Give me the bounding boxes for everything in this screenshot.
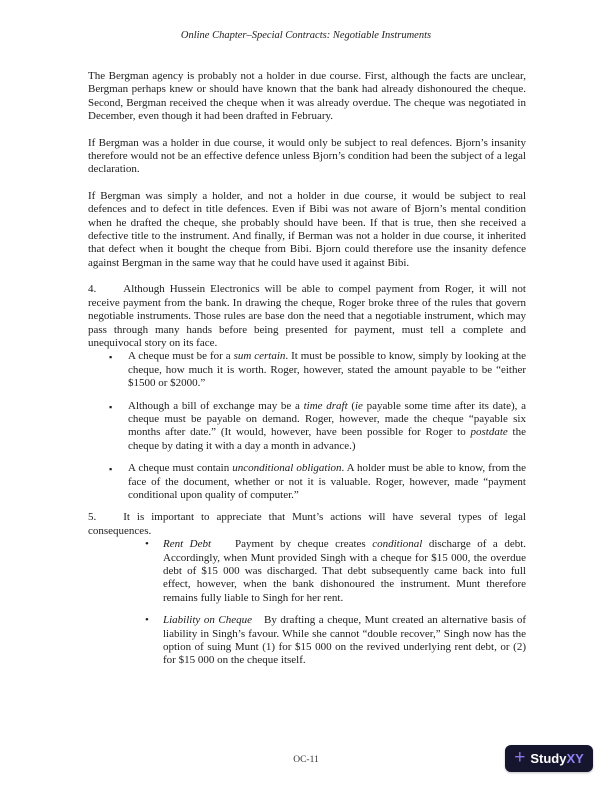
bullet-text: A cheque must contain xyxy=(128,462,233,475)
bullet-text: A cheque must be for a xyxy=(128,350,234,363)
bullet-text-italic: ie xyxy=(355,399,363,412)
numbered-item-5 xyxy=(88,511,526,538)
plus-icon: + xyxy=(514,747,526,768)
paragraph-2: If Bergman was a holder in due course, it would only be subject to real defences. Bjorn’s insanity therefore would not be an effective defence unless Bjorn’s condition had been the subject of a legal declaration. xyxy=(88,136,526,176)
paragraph-1: The Bergman agency is probably not a holder in due course. First, although the facts are unclear, Bergman perhaps knew or should have known that the bank had already dishonoured the cheque. Second, Bergman received the cheque when it was already overdue. The cheque was negotiated in December, even though it had been drafted in February. xyxy=(88,70,526,123)
item-5-number: 5. xyxy=(88,511,97,524)
bullet-text-italic: sum certain xyxy=(233,350,286,363)
item-5-bullet-list xyxy=(145,538,526,668)
round-bullet-icon: • xyxy=(145,538,149,551)
running-header: Online Chapter–Special Contracts: Negotiable Instruments xyxy=(180,30,432,41)
bullet-text: payable some time after its date), a cheque must be payable on demand. Roger, however, made the cheque “payable six months after date.” (It would, however, have been possible for Roger to xyxy=(128,399,526,439)
bullet-title: Liability on Cheque xyxy=(163,614,252,627)
numbered-item-4 xyxy=(88,283,526,350)
square-bullet-icon: ▪ xyxy=(109,401,113,412)
bullet-text-italic: unconditional obligation xyxy=(232,462,342,475)
bullet-text-italic: conditional xyxy=(372,538,423,551)
bullet-text: the cheque by dating it with a day a month in advance.) xyxy=(128,426,526,452)
studyxy-logo xyxy=(505,745,593,772)
bullet-item xyxy=(109,400,526,454)
bullet-text: By drafting a cheque, Munt created an alternative basis of liability in Singh’s favour. While she cannot “double recover,” Singh now has the option of suing Munt (1) for $15 000 on the revived underlying rent debt, or (2) for $15 000 on the cheque itself. xyxy=(163,614,526,667)
bullet-text-italic: time draft xyxy=(303,399,348,412)
round-bullet-icon: • xyxy=(145,614,149,627)
item-4-bullet-list xyxy=(109,350,526,502)
page-content xyxy=(88,70,526,677)
bullet-title: Rent Debt xyxy=(163,538,212,551)
bullet-text: discharge of a debt. Accordingly, when Munt provided Singh with a cheque for $15 000, the overdue debt of $15 000 was discharged. That debt subsequently came back into full effect, however, when the bank dishonoured the instrument. Munt therefore remains fully liable to Singh for her rent. xyxy=(163,538,527,604)
bullet-text: . It must be possible to know, simply by looking at the cheque, how much it is worth. Roger, however, stated the amount payable to be “either $1500 or $2000.” xyxy=(128,350,526,390)
square-bullet-icon: ▪ xyxy=(109,464,113,475)
bullet-text: Payment by cheque creates xyxy=(235,538,373,551)
bullet-text: . A holder must be able to know, from the face of the document, whether or not it is valuable. Roger, however, made “payment conditional upon quality of computer.” xyxy=(128,462,526,501)
page-number: OC-11 xyxy=(293,755,319,765)
bullet-item xyxy=(145,538,526,605)
paragraph-3: If Bergman was simply a holder, and not a holder in due course, it would be subject to real defences and to defect in title defences. Even if Bibi was not aware of Bjorn’s mental condition when he drafted the cheque, she probably should have been. If that is true, then she received a defective title to the instrument. And finally, if Berman was not a holder in due course, it inherited that defect when it bought the cheque from Bibi. Bjorn could therefore use the insanity defence against Bergman in the same way that he could have used it against Bibi. xyxy=(88,189,526,269)
square-bullet-icon: ▪ xyxy=(109,352,113,363)
logo-text-xy: XY xyxy=(566,751,584,766)
bullet-item xyxy=(109,462,526,502)
item-5-text: It is important to appreciate that Munt’s actions will have several types of legal consequences. xyxy=(88,511,526,537)
bullet-text: ( xyxy=(347,399,355,412)
bullet-item xyxy=(145,614,526,668)
item-4-text: Although Hussein Electronics will be able to compel payment from Roger, it will not receive payment from the bank. In drawing the cheque, Roger broke three of the rules that govern negotiable instruments. Those rules are base don the need that a negotiable instrument, which may pass through many hands before being presented for payment, must tell a complete and unequivocal story on its face. xyxy=(88,283,526,349)
bullet-item xyxy=(109,350,526,390)
bullet-text-italic: postdate xyxy=(470,426,508,439)
bullet-text: Although a bill of exchange may be a xyxy=(128,399,304,412)
logo-text-study: Study xyxy=(530,751,567,766)
item-4-number: 4. xyxy=(88,283,97,296)
